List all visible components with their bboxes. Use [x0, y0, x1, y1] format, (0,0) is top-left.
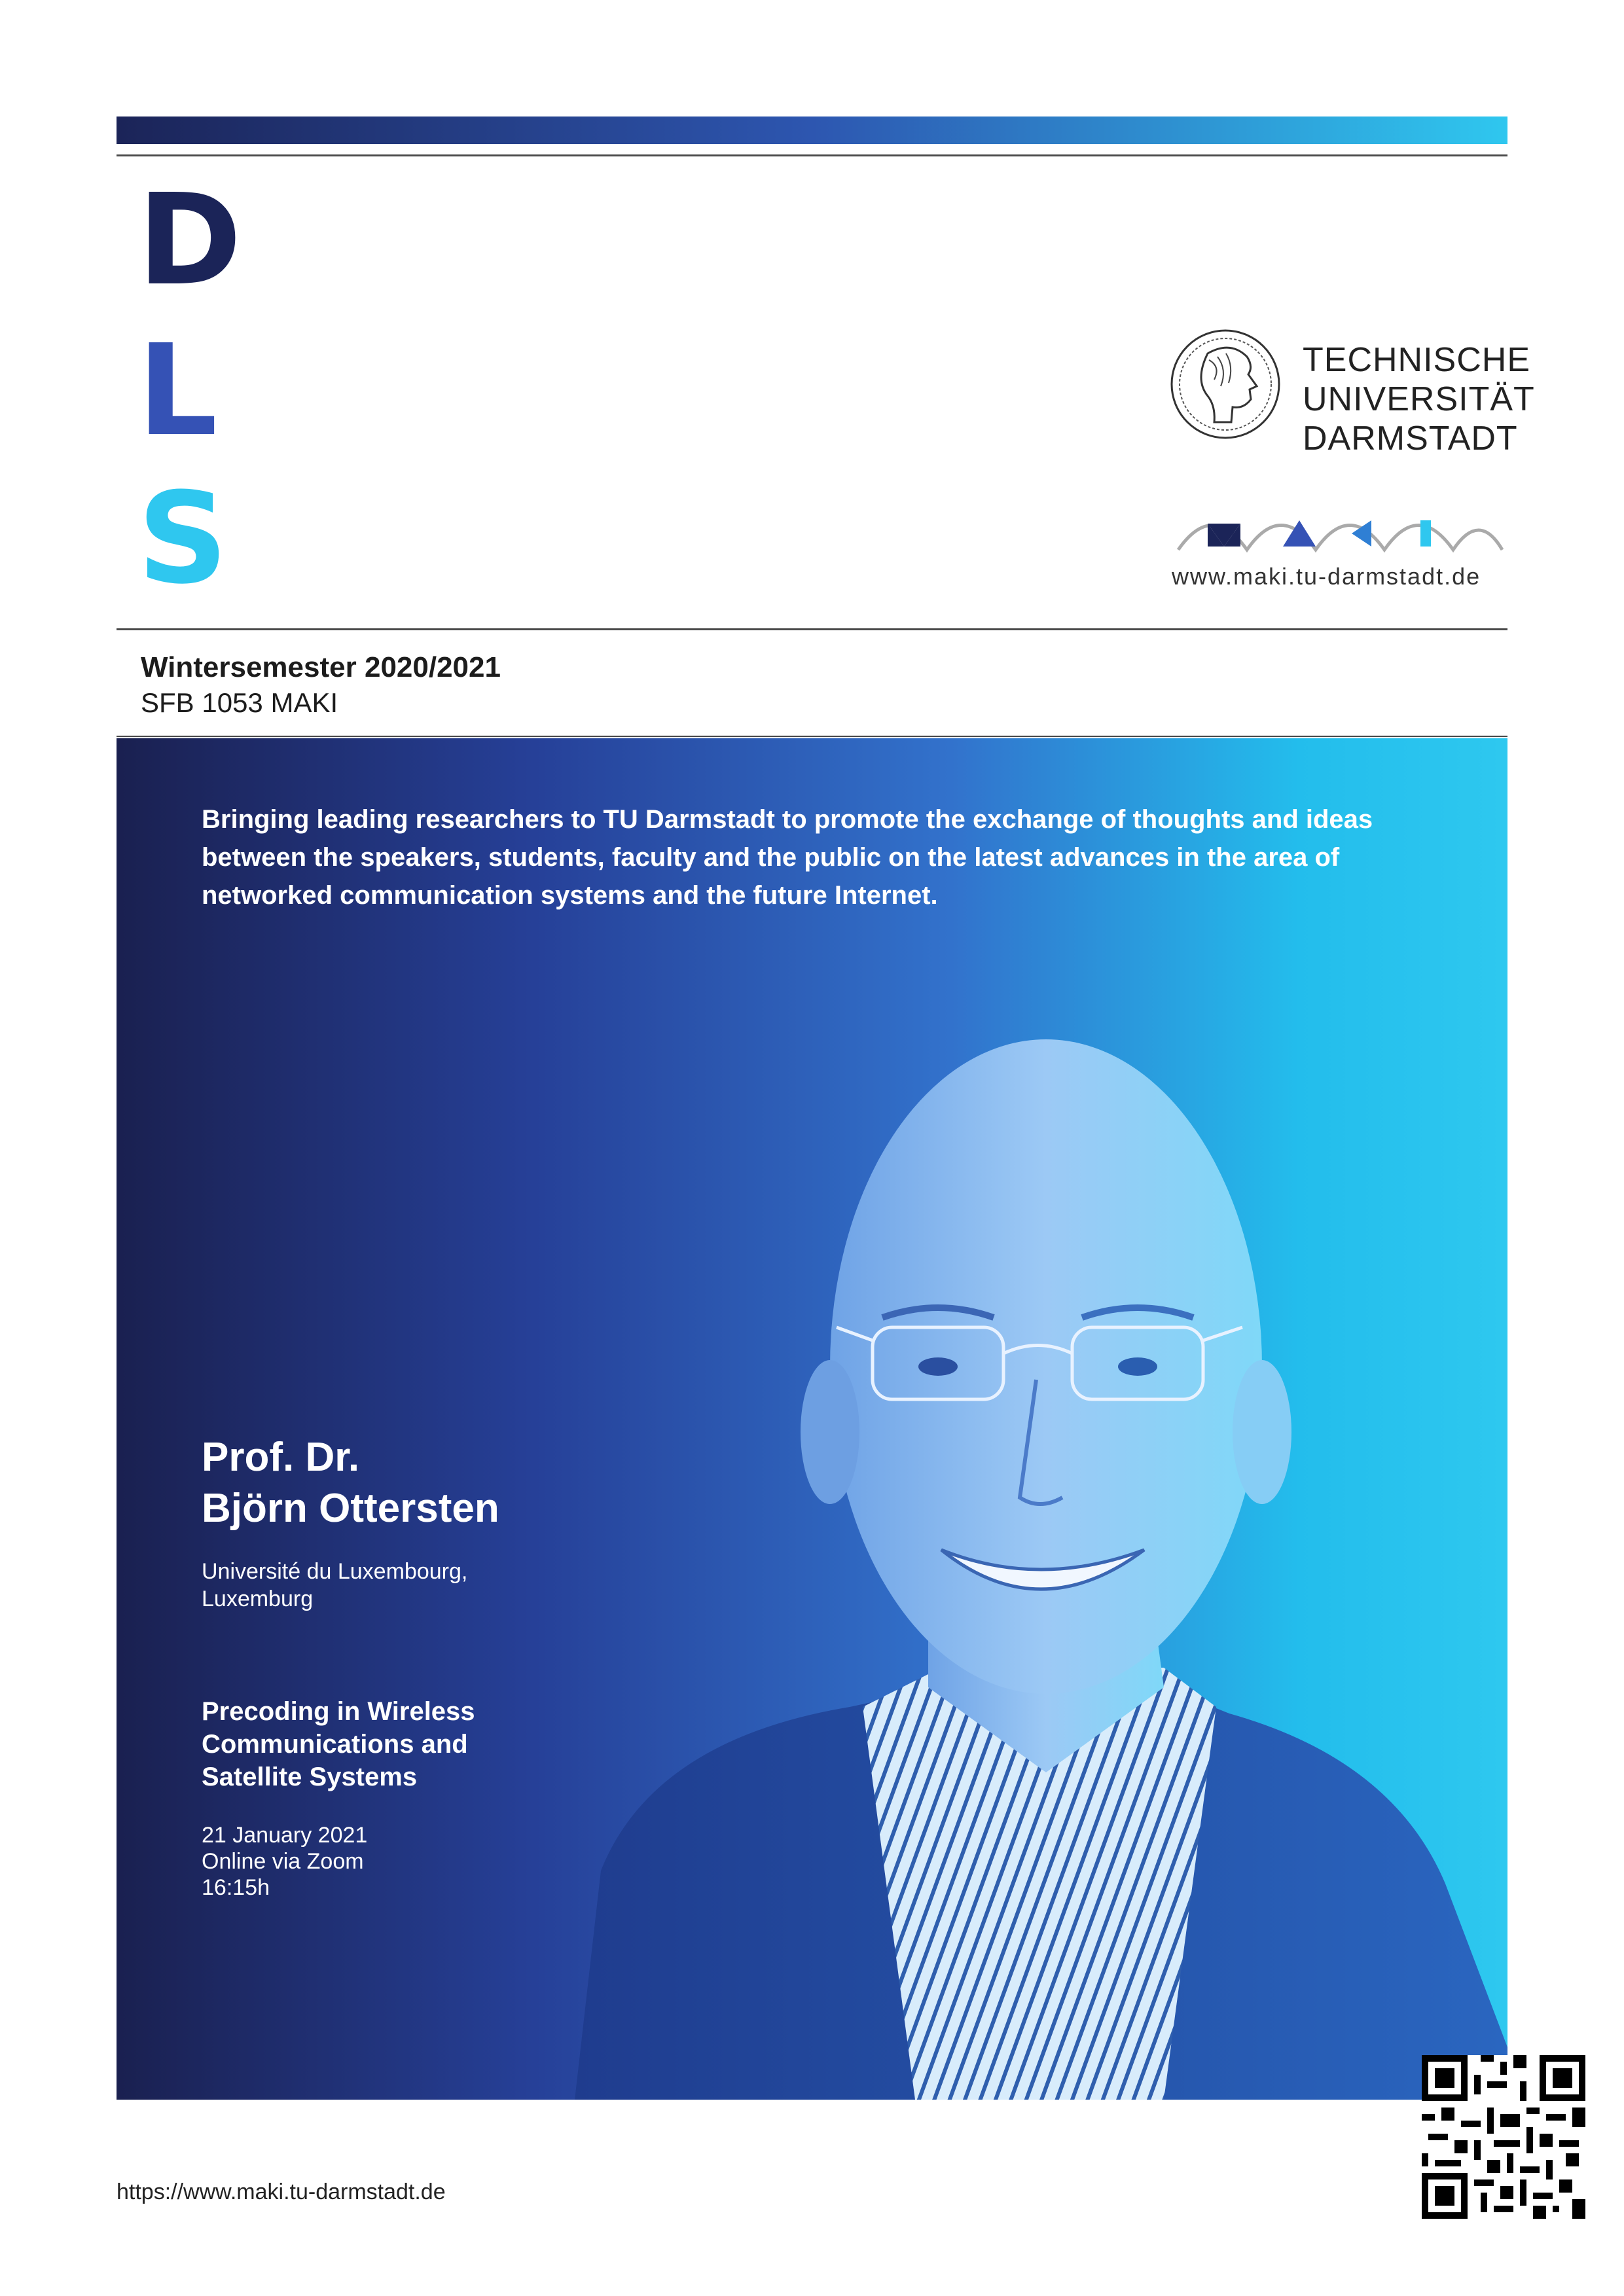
talk-location: Online via Zoom — [202, 1849, 364, 1874]
lecture-tagline: Bringing leading researchers to TU Darmstadt to promote the exchange of thoughts and ideas between the speakers, students, faculty and the public on the latest advances in the area of networked communication systems and the future Internet. — [202, 805, 1373, 910]
talk-time: 16:15h — [202, 1875, 270, 1900]
speaker-heading — [202, 1432, 499, 1534]
maki-website[interactable]: www.maki.tu-darmstadt.de — [1172, 563, 1481, 590]
affiliation-line-2: Luxemburg — [202, 1587, 314, 1611]
talk-date: 21 January 2021 — [202, 1823, 368, 1848]
title-line-series — [137, 466, 607, 612]
maki-logo-icon — [1172, 497, 1506, 556]
tu-line-1: TECHNISCHE — [1303, 341, 1531, 379]
speaker-name: Björn Ottersten — [202, 1486, 499, 1531]
speaker-portrait — [575, 935, 1507, 2100]
title-initial-l: L — [137, 318, 221, 464]
title-rest-series: ERIES — [230, 466, 607, 612]
title-initial-d: D — [137, 168, 245, 314]
semester-term: Wintersemester 2020/2021 — [141, 651, 501, 683]
title-line-lecture — [137, 318, 739, 464]
talk-title — [202, 1695, 475, 1793]
footer-link[interactable]: https://www.maki.tu-darmstadt.de — [117, 2179, 446, 2204]
top-gradient-bar — [117, 117, 1507, 144]
title-line-distinguished — [137, 168, 1178, 314]
affiliation-line-1: Université du Luxembourg, — [202, 1559, 468, 1584]
tu-darmstadt-wordmark — [1303, 340, 1535, 458]
talk-title-line-2: Communications and — [202, 1730, 468, 1759]
tu-line-3: DARMSTADT — [1303, 420, 1518, 457]
athena-head-seal-icon — [1168, 327, 1283, 442]
title-initial-s: S — [137, 466, 231, 612]
top-divider — [117, 154, 1507, 156]
tu-line-2: UNIVERSITÄT — [1303, 380, 1535, 418]
program-name: SFB 1053 MAKI — [141, 687, 338, 718]
mid-divider — [117, 628, 1507, 630]
title-rest-distinguished: ISTINGUISHED — [244, 168, 1178, 314]
talk-title-line-1: Precoding in Wireless — [202, 1697, 475, 1726]
talk-details — [202, 1822, 367, 1901]
lecture-panel — [117, 738, 1507, 2100]
talk-title-line-3: Satellite Systems — [202, 1763, 418, 1791]
speaker-affiliation — [202, 1558, 467, 1613]
title-rest-lecture: ECTURE — [220, 318, 739, 464]
qr-code-icon[interactable] — [1422, 2055, 1585, 2219]
speaker-title: Prof. Dr. — [202, 1435, 360, 1480]
panel-top-divider — [117, 736, 1507, 737]
